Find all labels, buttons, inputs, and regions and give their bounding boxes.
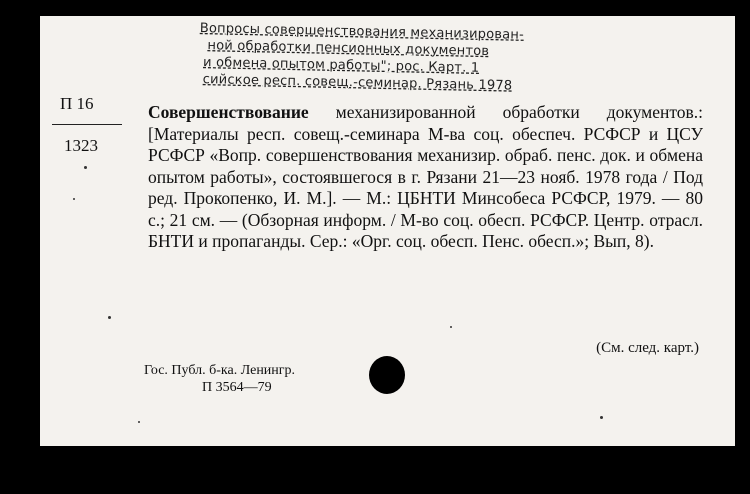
bibliographic-entry	[148, 102, 703, 253]
dust-speck	[138, 421, 140, 423]
library-code: П 3564—79	[202, 380, 272, 395]
punch-hole	[369, 356, 405, 394]
accession-number: 1323	[64, 136, 98, 155]
shelf-divider	[52, 124, 122, 125]
handwritten-line-2: ной обработки пенсионных документов	[207, 38, 490, 60]
handwritten-line-3: и обмена опытом работы"; рос. Карт. 1	[202, 55, 480, 76]
handwritten-line-4: сийское респ. совещ.-семинар. Рязань 1978	[202, 72, 513, 94]
dust-speck	[73, 198, 75, 200]
entry-description: механизированной обработки документов.: [Материалы респ. совещ.-семинара М-ва соц. обеспеч. РСФСР и ЦСУ РСФСР «Вопр. совершенствования механизир. обраб. пенс. док. и обмена опытом работы», состоявшегося в г. Рязани 21—23 нояб. 1978 года / Под ред. Прокопенко, И. М.]. — М.: ЦБНТИ Минсобеса РСФСР, 1979. — 80 с.; 21 см. — (Обзорная информ. / М-во соц. обесп. РСФСР. Центр. отрасл. БНТИ и пропаганды. Сер.: «Орг. соц. обесп. Пенс. обесп.»; Вып, 8).	[148, 102, 703, 251]
handwritten-line-1: Вопросы совершенствования механизирован-	[199, 20, 525, 43]
handwritten-note	[199, 20, 735, 99]
dust-speck	[600, 416, 603, 419]
see-next-card: (См. след. карт.)	[596, 340, 699, 356]
shelf-mark: П 16	[60, 94, 94, 113]
dust-speck	[108, 316, 111, 319]
library-stamp	[144, 362, 295, 396]
library-name: Гос. Публ. б-ка. Ленингр.	[144, 363, 296, 378]
dust-speck	[84, 166, 87, 169]
dust-speck	[450, 326, 452, 328]
entry-lead-word: Совершенствование	[148, 102, 309, 122]
catalog-card	[40, 16, 735, 446]
